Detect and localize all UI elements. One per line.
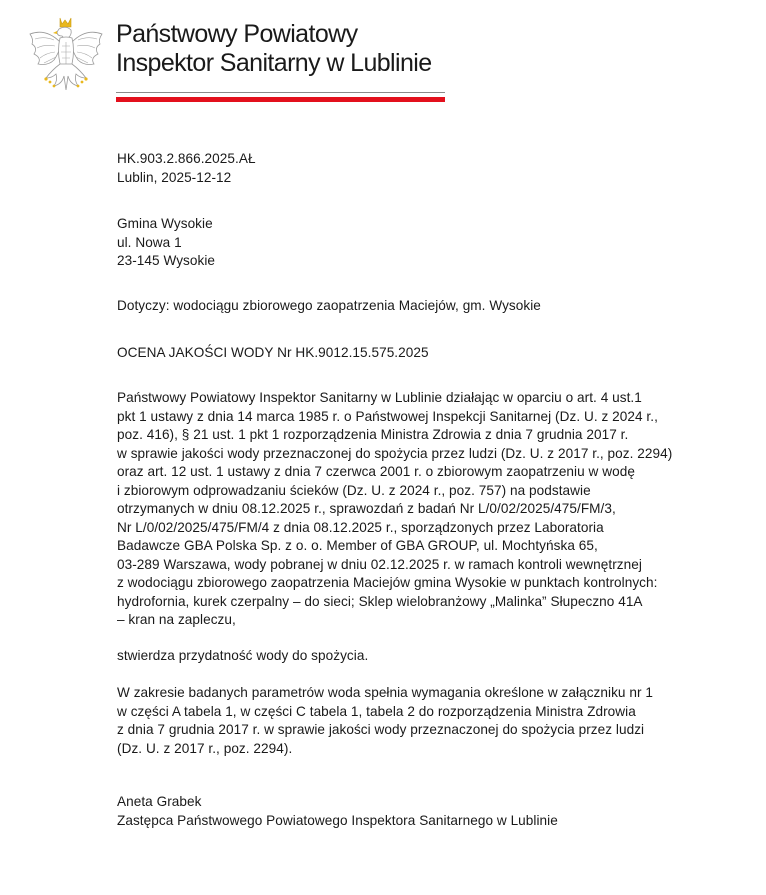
- paragraph-line: w sprawie jakości wody przeznaczonej do spożycia przez ludzi (Dz. U. z 2017 r., poz. 2294): [117, 445, 673, 461]
- paragraph-line: Państwowy Powiatowy Inspektor Sanitarny w Lublinie działając w oparciu o art. 4 ust.1: [117, 390, 642, 405]
- reference-block: [117, 150, 256, 187]
- recipient-address: [117, 215, 215, 271]
- paragraph-line: – kran na zapleczu,: [117, 612, 236, 627]
- institution-name-line-2: Inspektor Sanitarny w Lublinie: [116, 49, 432, 77]
- paragraph-line: (Dz. U. z 2017 r., poz. 2294).: [117, 740, 293, 756]
- paragraph-line: Nr L/0/02/2025/475/FM/4 z dnia 08.12.2025 r., sporządzonych przez Laboratoria: [117, 519, 604, 535]
- paragraph-line: poz. 416), § 21 ust. 1 pkt 1 rozporządzenia Ministra Zdrowia z dnia 7 grudnia 2017 r.: [117, 427, 629, 442]
- document-reference: HK.903.2.866.2025.AŁ: [117, 151, 256, 166]
- subject-line: Dotyczy: wodociągu zbiorowego zaopatrzenia Maciejów, gm. Wysokie: [117, 298, 541, 313]
- paragraph-line: w części A tabela 1, w części C tabela 1, tabela 2 do rozporządzenia Ministra Zdrowia: [117, 703, 636, 719]
- institution-name-line-1: Państwowy Powiatowy: [116, 20, 358, 48]
- recipient-street: ul. Nowa 1: [117, 234, 182, 250]
- paragraph-line: 03-289 Warszawa, wody pobranej w dniu 02.12.2025 r. w ramach kontroli wewnętrznej: [117, 556, 642, 572]
- signatory-position: Zastępca Państwowego Powiatowego Inspektora Sanitarnego w Lublinie: [117, 812, 558, 828]
- paragraph-legal-basis: [117, 389, 672, 630]
- paragraph-line: oraz art. 12 ust. 1 ustawy z dnia 7 czerwca 2001 r. o zbiorowym zaopatrzeniu w wodę: [117, 464, 635, 479]
- paragraph-line: W zakresie badanych parametrów woda spełnia wymagania określone w załączniku nr 1: [117, 685, 653, 700]
- paragraph-line: hydrofornia, kurek czerpalny – do sieci; Sklep wielobranżowy „Malinka” Słupeczno 41A: [117, 593, 643, 609]
- paragraph-line: Badawcze GBA Polska Sp. z o. o. Member of GBA GROUP, ul. Mochtyńska 65,: [117, 538, 598, 553]
- signatory-name: Aneta Grabek: [117, 794, 202, 809]
- polish-white-eagle-icon: [24, 14, 108, 98]
- paragraph-line: i zbiorowym odprowadzaniu ścieków (Dz. U. z 2024 r., poz. 757) na podstawie: [117, 482, 591, 498]
- header-divider-grey: [116, 92, 445, 93]
- document-title: OCENA JAKOŚCI WODY Nr HK.9012.15.575.2025: [117, 345, 429, 360]
- paragraph-line: pkt 1 ustawy z dnia 14 marca 1985 r. o Państwowej Inspekcji Sanitarnej (Dz. U. z 2024 r.,: [117, 408, 658, 424]
- statement-line: stwierdza przydatność wody do spożycia.: [117, 648, 369, 663]
- signature-block: [117, 793, 558, 830]
- place-and-date: Lublin, 2025-12-12: [117, 169, 232, 185]
- paragraph-line: z wodociągu zbiorowego zaopatrzenia Maciejów gmina Wysokie w punktach kontrolnych:: [117, 575, 658, 590]
- paragraph-compliance: [117, 684, 653, 758]
- recipient-name: Gmina Wysokie: [117, 216, 213, 231]
- institution-name: [116, 20, 432, 78]
- header-divider-red: [116, 97, 445, 102]
- recipient-postal-city: 23-145 Wysokie: [117, 253, 216, 268]
- paragraph-line: z dnia 7 grudnia 2017 r. w sprawie jakości wody przeznaczonej do spożycia przez ludzi: [117, 722, 645, 737]
- paragraph-line: otrzymanych w dniu 08.12.2025 r., sprawozdań z badań Nr L/0/02/2025/475/FM/3,: [117, 501, 616, 516]
